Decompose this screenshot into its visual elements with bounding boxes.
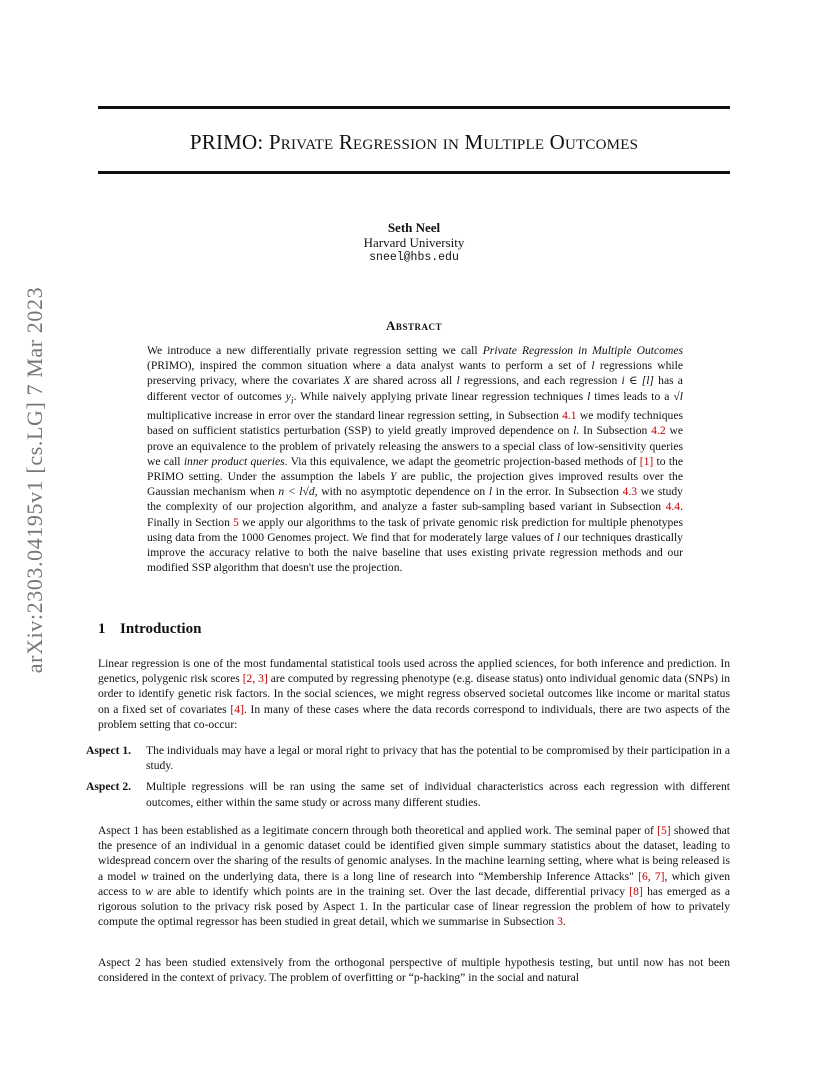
author-email: sneel@hbs.edu [369, 251, 459, 264]
aspect-item [86, 779, 730, 809]
aspect-label: Aspect 2. [86, 780, 132, 794]
aspect-label: Aspect 1. [86, 744, 132, 757]
link-section-5[interactable]: 5 [233, 515, 239, 529]
link-subsection-4-2[interactable]: 4.2 [651, 424, 666, 438]
section-heading-introduction [98, 621, 201, 638]
intro-paragraph-3: Aspect 2 has been studied extensively from the orthogonal perspective of multiple hypothesis testing, but until now has not been considered in the context of privacy. The problem of overfitting or “p-hacking” in the social and natural [98, 956, 730, 985]
section-number: 1 [98, 621, 106, 637]
title-top-rule [98, 106, 730, 109]
citation-8[interactable]: [8] [629, 884, 643, 898]
title-bottom-rule [98, 171, 730, 174]
abstract-text: We introduce a new differentially private regression setting we call Private Regression in Multiple Outcomes (PRIMO), inspired the common situation where a data analyst wants to perform a set of l regressions while preserving privacy, where the covariates X are shared across all l regressions, and each regression i ∈ [l] has a different vector of outcomes $y_i$. While naively applying private linear regression techniques l times leads to a √l multiplicative increase in error over the standard linear regression setting, in Subsection 4.1 we modify techniques based on sufficient statistics perturbation (SSP) to yield greatly improved dependence on l. In Subsection 4.2 we prove an equivalence to the problem of privately releasing the answers to a special class of low-sensitivity queries we call inner product queries. Via this equivalence, we adapt the geometric projection-based methods of [1] to the PRIMO setting. Under the assumption the labels Y are public, the projection gives improved results over the Gaussian mechanism when n < l√d, with no asymptotic dependence on l in the error. In Subsection 4.3 we study the complexity of our projection algorithm, and analyze a faster sub-sampling based variant in Subsection 4.4. Finally in Section 5 we apply our algorithms to the task of private genomic risk prediction for multiple phenotypes using data from the 1000 Genomes project. We find that for moderately large values of l our techniques drastically improve the accuracy relative to both the naive baseline that uses existing private regression methods and our modified SSP algorithm that doesn't use the projection. [147, 344, 684, 575]
author-name: Seth Neel [387, 220, 441, 235]
link-subsection-4-1[interactable]: 4.1 [562, 409, 577, 423]
citation-2-3[interactable]: [2, 3] [242, 672, 268, 686]
arxiv-sidebar-stamp [22, 286, 48, 674]
link-subsection-3[interactable]: 3 [557, 915, 563, 929]
link-subsection-4-4[interactable]: 4.4 [665, 500, 681, 514]
author-block [98, 220, 730, 265]
intro-paragraph-1: Linear regression is one of the most fundamental statistical tools used across the applied sciences, for both inference and prediction. In genetics, polygenic risk scores [2, 3] are computed by regressing phenotype (e.g. disease status) onto individual genomic data (SNPs) in order to identify genetic risk factors. In the social sciences, we might regress observed societal outcomes like income or marital status on a fixed set of covariates [4]. In many of these cases where the data records correspond to individuals, there are two aspects of the problem setting that co-occur: [98, 657, 730, 731]
citation-5[interactable]: [5] [657, 824, 671, 837]
abstract-heading: Abstract [386, 318, 442, 333]
aspect-text: Multiple regressions will be ran using the same set of individual characteristics across each regression with different outcomes, either within the same study or across many different studies. [146, 780, 730, 809]
link-subsection-4-3[interactable]: 4.3 [622, 485, 638, 499]
arxiv-identifier: arXiv:2303.04195v1 [cs.LG] 7 Mar 2023 [22, 286, 47, 674]
aspect-list [86, 743, 730, 816]
citation-6-7[interactable]: [6, 7] [638, 869, 665, 883]
paper-title: PRIMO: Private Regression in Multiple Outcomes [189, 130, 639, 154]
aspect-text: The individuals may have a legal or moral right to privacy that has the potential to be compromised by their participation in a study. [146, 744, 730, 773]
intro-paragraph-2: Aspect 1 has been established as a legitimate concern through both theoretical and applied work. The seminal paper of [5] showed that the presence of an individual in a genomic dataset could be identified given simple summary statistics about the dataset, leading to widespread concern over the sharing of the results of genomic analyses. In the machine learning setting, where what is being released is a model w trained on the underlying data, there is a long line of research into “Membership Inference Attacks" [6, 7], which given access to w are able to identify which points are in the training set. Over the last decade, differential privacy [8] has emerged as a rigorous solution to the privacy risk posed by Aspect 1. In the particular case of linear regression the problem of how to privately compute the optimal regressor has been studied in great detail, which we summarise in Subsection 3. [98, 824, 730, 929]
aspect-item [86, 743, 730, 773]
citation-4[interactable]: [4] [230, 702, 244, 716]
citation-1[interactable]: [1] [639, 454, 654, 468]
author-affiliation: Harvard University [363, 235, 465, 250]
section-title: Introduction [120, 621, 202, 637]
